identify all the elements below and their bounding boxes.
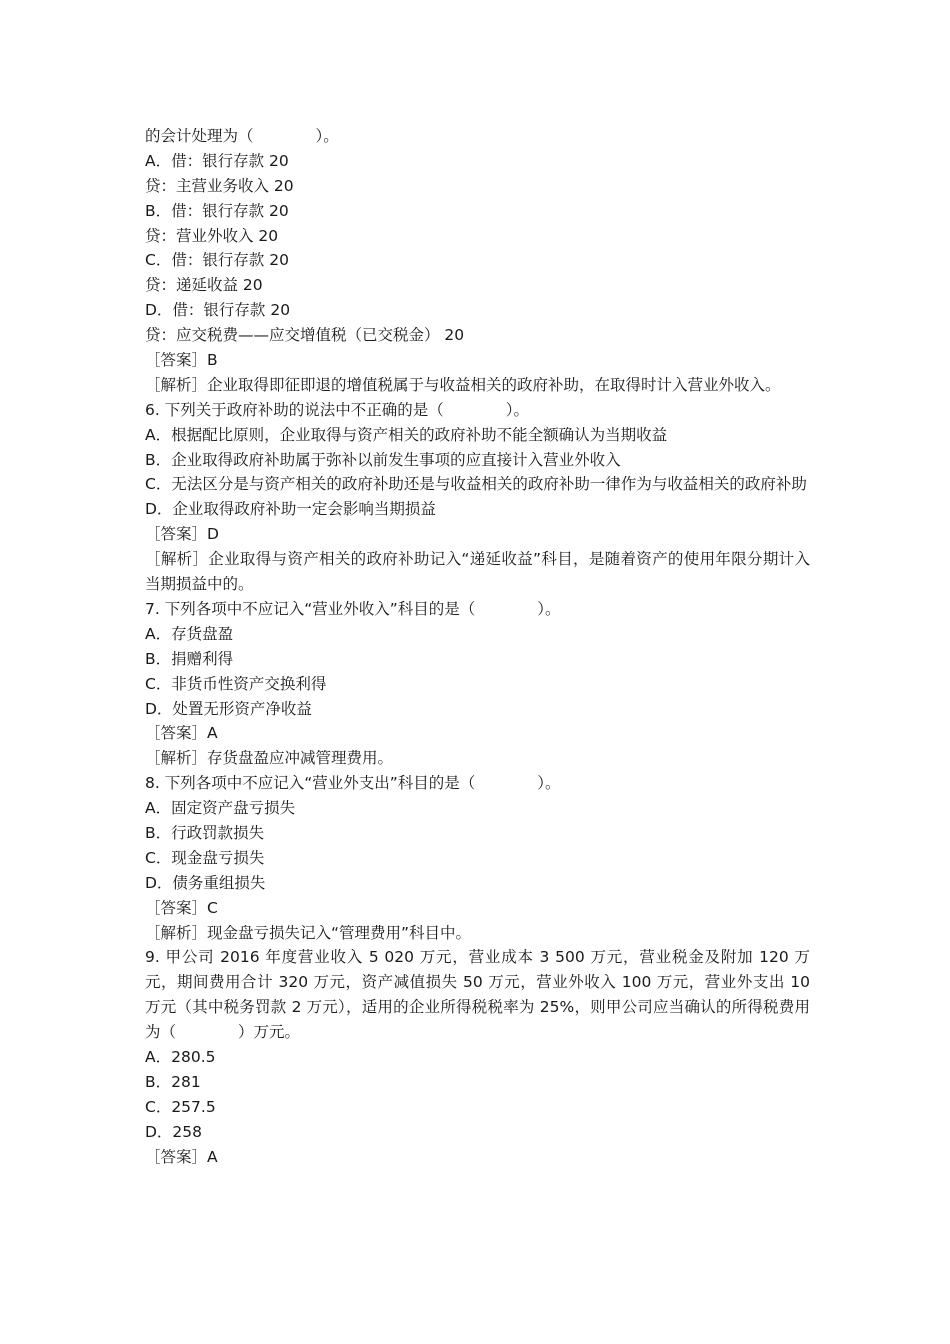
question-6-option-c: C．无法区分是与资产相关的政府补助还是与收益相关的政府补助一律作为与收益相关的政府补助 <box>145 475 807 494</box>
explanation: ［解析］企业取得即征即退的增值税属于与收益相关的政府补助，在取得时计入营业外收入。 <box>145 375 781 394</box>
question-5-stem-end: 的会计处理为（ ）。 <box>145 127 339 145</box>
answer: ［答案］D <box>145 525 219 544</box>
option-a-debit: A．借：银行存款 20 <box>145 151 289 170</box>
question-9-option-b: B．281 <box>145 1072 201 1091</box>
question-6-option-d: D．企业取得政府补助一定会影响当期损益 <box>145 500 436 519</box>
option-b-credit: 贷：营业外收入 20 <box>145 226 279 245</box>
question-9-option-c: C．257.5 <box>145 1097 216 1116</box>
answer: ［答案］B <box>145 351 218 370</box>
answer: ［答案］C <box>145 898 218 917</box>
option-c-debit: C．借：银行存款 20 <box>145 251 289 270</box>
question-8-option-b: B．行政罚款损失 <box>145 824 265 842</box>
question-7-option-c: C．非货币性资产交换利得 <box>145 674 327 693</box>
answer: ［答案］A <box>145 1147 218 1166</box>
question-7-option-d: D．处置无形资产净收益 <box>145 699 312 718</box>
option-b-debit: B．借：银行存款 20 <box>145 201 289 220</box>
question-9-option-a: A．280.5 <box>145 1048 216 1067</box>
explanation: ［解析］存货盘盈应冲减管理费用。 <box>145 749 394 768</box>
question-8-option-d: D．债务重组损失 <box>145 873 266 892</box>
question-7-option-a: A．存货盘盈 <box>145 624 234 643</box>
question-9-option-d: D．258 <box>145 1122 203 1141</box>
question-7-stem: 7. 下列各项中不应记入“营业外收入”科目的是（ ）。 <box>145 599 561 618</box>
option-a-credit: 贷：主营业务收入 20 <box>145 176 294 195</box>
question-7-option-b: B．捐赠利得 <box>145 649 234 668</box>
question-6-option-b: B．企业取得政府补助属于弥补以前发生事项的应直接计入营业外收入 <box>145 450 621 469</box>
explanation: ［解析］企业取得与资产相关的政府补助记入“递延收益”科目，是随着资产的使用年限分期计入当期损益中的。 <box>145 550 810 594</box>
question-8-option-a: A．固定资产盘亏损失 <box>145 799 296 818</box>
option-c-credit: 贷：递延收益 20 <box>145 276 263 295</box>
option-d-credit: 贷：应交税费——应交增值税（已交税金） 20 <box>145 326 465 345</box>
option-d-debit: D．借：银行存款 20 <box>145 301 291 320</box>
question-8-option-c: C．现金盘亏损失 <box>145 848 265 867</box>
question-9-stem: 9. 甲公司 2016 年度营业收入 5 020 万元，营业成本 3 500 万元，营业税金及附加 120 万元，期间费用合计 320 万元，资产减值损失 50 万元，营业外收入 100 万元，营业外支出 10 万元（其中税务罚款 2 万元），适用的企业所得税税率为 25%，则甲公司应当确认的所得税费用为（ ）万元。 <box>145 948 810 1042</box>
answer: ［答案］A <box>145 724 218 743</box>
question-6-stem: 6. 下列关于政府补助的说法中不正确的是（ ）。 <box>145 400 529 419</box>
explanation: ［解析］现金盘亏损失记入“管理费用”科目中。 <box>145 923 472 942</box>
question-8-stem: 8. 下列各项中不应记入“营业外支出”科目的是（ ）。 <box>145 774 561 793</box>
document-body <box>145 124 810 1170</box>
question-6-option-a: A．根据配比原则，企业取得与资产相关的政府补助不能全额确认为当期收益 <box>145 425 668 444</box>
